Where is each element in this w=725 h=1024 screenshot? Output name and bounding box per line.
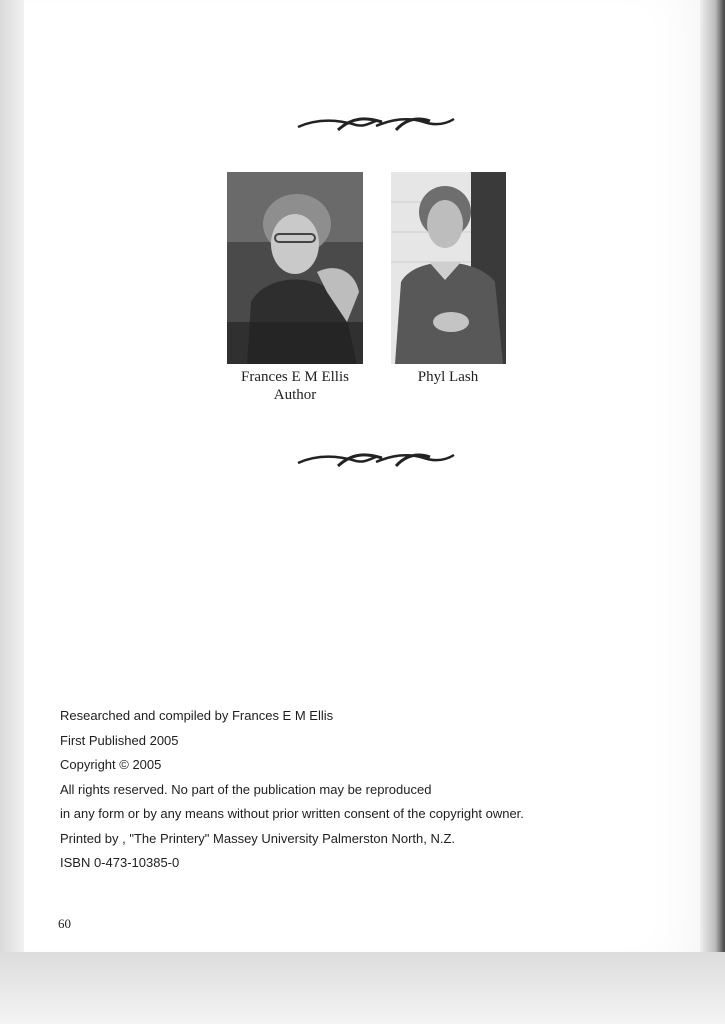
credit-printed-by: Printed by , "The Printery" Massey University Palmerston North, N.Z. — [60, 830, 456, 846]
author-photo — [227, 172, 363, 364]
page-number: 60 — [58, 916, 71, 931]
phyl-lash-caption — [388, 368, 508, 386]
phyl-lash-name: Phyl Lash — [417, 369, 479, 385]
credit-compiled-by: Researched and compiled by Frances E M Ellis — [60, 708, 334, 723]
phyl-lash-photo — [391, 172, 506, 364]
credit-first-published: First Published 2005 — [60, 732, 179, 748]
book-gutter — [0, 0, 24, 1024]
credit-rights-2: in any form or by any means without prior written consent of the copyright owner. — [60, 806, 524, 821]
flourish-ornament-bottom — [296, 449, 456, 471]
publication-credits — [60, 704, 620, 876]
author-role: Author — [273, 387, 317, 403]
credit-isbn: ISBN 0-473-10385-0 — [60, 855, 180, 870]
scan-bottom-margin — [0, 952, 725, 1024]
author-caption — [215, 368, 375, 404]
flourish-ornament-top — [296, 113, 456, 135]
credit-rights-1: All rights reserved. No part of the publication may be reproduced — [60, 781, 432, 797]
page-edge — [700, 0, 725, 1024]
credit-copyright: Copyright © 2005 — [60, 757, 162, 772]
author-name: Frances E M Ellis — [241, 369, 349, 385]
